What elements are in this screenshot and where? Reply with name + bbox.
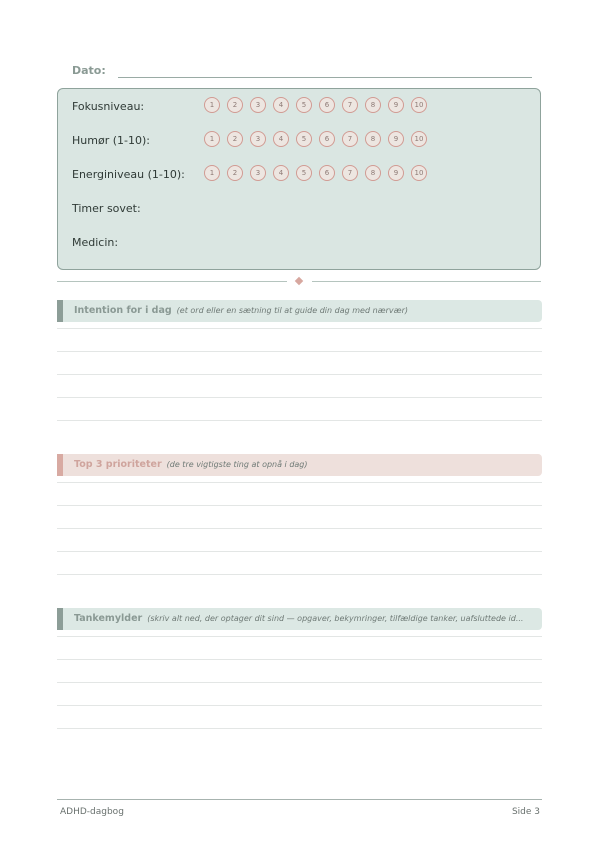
writing-line[interactable]: [57, 551, 542, 552]
rating-circle-8[interactable]: 8: [365, 165, 381, 181]
tracker-label-sleep: Timer sovet:: [72, 202, 141, 215]
section-subtitle-priorities: (de tre vigtigste ting at opnå i dag): [166, 460, 308, 469]
footer-journal-name: ADHD-dagbog: [60, 807, 124, 817]
tracker-label-mood: Humør (1-10):: [72, 134, 150, 147]
writing-line[interactable]: [57, 636, 542, 637]
footer-rule: [57, 799, 542, 800]
date-input-line[interactable]: [118, 77, 532, 78]
section-subtitle-intention: (et ord eller en sætning til at guide din dag med nærvær): [176, 306, 409, 315]
writing-line[interactable]: [57, 574, 542, 575]
rating-circle-9[interactable]: 9: [388, 131, 404, 147]
rating-circle-4[interactable]: 4: [273, 165, 289, 181]
rating-circle-10[interactable]: 10: [411, 165, 427, 181]
section-header-brain-dump: [57, 608, 542, 630]
rating-circle-1[interactable]: 1: [204, 165, 220, 181]
section-subtitle-brain-dump: (skriv alt ned, der optager dit sind — opgaver, bekymringer, tilfældige tanker, uafsluttede id...: [147, 614, 524, 623]
date-label: Dato:: [72, 64, 106, 77]
tracker-row-sleep: [72, 199, 528, 219]
writing-line[interactable]: [57, 659, 542, 660]
tracker-row-medicine: [72, 233, 528, 253]
rating-circle-6[interactable]: 6: [319, 131, 335, 147]
section-header-intention: [57, 300, 542, 322]
diamond-ornament-icon: [295, 277, 303, 285]
writing-line[interactable]: [57, 705, 542, 706]
writing-line[interactable]: [57, 420, 542, 421]
writing-line[interactable]: [57, 505, 542, 506]
rating-circle-1[interactable]: 1: [204, 131, 220, 147]
section-title-priorities: Top 3 prioriteter (de tre vigtigste ting at opnå i dag): [74, 459, 308, 470]
section-title-brain-dump: Tankemylder (skriv alt ned, der optager dit sind — opgaver, bekymringer, tilfældige tanker, uafsluttede id...: [74, 613, 524, 624]
section-header-priorities: [57, 454, 542, 476]
rating-circle-6[interactable]: 6: [319, 97, 335, 113]
rating-circle-3[interactable]: 3: [250, 131, 266, 147]
rating-circle-9[interactable]: 9: [388, 97, 404, 113]
date-row: [72, 62, 532, 80]
rating-circle-10[interactable]: 10: [411, 131, 427, 147]
rating-circle-1[interactable]: 1: [204, 97, 220, 113]
tracker-label-energy: Energiniveau (1-10):: [72, 168, 185, 181]
writing-line[interactable]: [57, 351, 542, 352]
rating-circle-3[interactable]: 3: [250, 97, 266, 113]
rating-circle-5[interactable]: 5: [296, 165, 312, 181]
rating-circle-2[interactable]: 2: [227, 97, 243, 113]
section-title-intention: Intention for i dag (et ord eller en sætning til at guide din dag med nærvær): [74, 305, 409, 316]
daily-tracker-panel: [57, 88, 541, 270]
tracker-row-energy: [72, 165, 528, 185]
rating-circle-5[interactable]: 5: [296, 131, 312, 147]
writing-line[interactable]: [57, 328, 542, 329]
rating-circle-2[interactable]: 2: [227, 131, 243, 147]
rating-circle-8[interactable]: 8: [365, 97, 381, 113]
writing-line[interactable]: [57, 482, 542, 483]
rating-circle-7[interactable]: 7: [342, 165, 358, 181]
tracker-label-focus: Fokusniveau:: [72, 100, 145, 113]
section-accent-bar: [57, 608, 63, 630]
tracker-label-medicine: Medicin:: [72, 236, 119, 249]
rating-circle-4[interactable]: 4: [273, 131, 289, 147]
section-accent-bar: [57, 300, 63, 322]
divider-right: [312, 281, 541, 282]
rating-circle-9[interactable]: 9: [388, 165, 404, 181]
rating-circle-5[interactable]: 5: [296, 97, 312, 113]
rating-circle-7[interactable]: 7: [342, 97, 358, 113]
writing-line[interactable]: [57, 528, 542, 529]
rating-circle-4[interactable]: 4: [273, 97, 289, 113]
rating-circle-3[interactable]: 3: [250, 165, 266, 181]
rating-circle-8[interactable]: 8: [365, 131, 381, 147]
writing-line[interactable]: [57, 397, 542, 398]
writing-line[interactable]: [57, 682, 542, 683]
writing-line[interactable]: [57, 728, 542, 729]
writing-line[interactable]: [57, 374, 542, 375]
rating-circle-7[interactable]: 7: [342, 131, 358, 147]
rating-circle-6[interactable]: 6: [319, 165, 335, 181]
rating-circle-2[interactable]: 2: [227, 165, 243, 181]
footer-page-number: Side 3: [511, 807, 540, 817]
tracker-row-focus: [72, 97, 528, 117]
tracker-row-mood: [72, 131, 528, 151]
divider-left: [57, 281, 287, 282]
rating-circle-10[interactable]: 10: [411, 97, 427, 113]
section-accent-bar: [57, 454, 63, 476]
